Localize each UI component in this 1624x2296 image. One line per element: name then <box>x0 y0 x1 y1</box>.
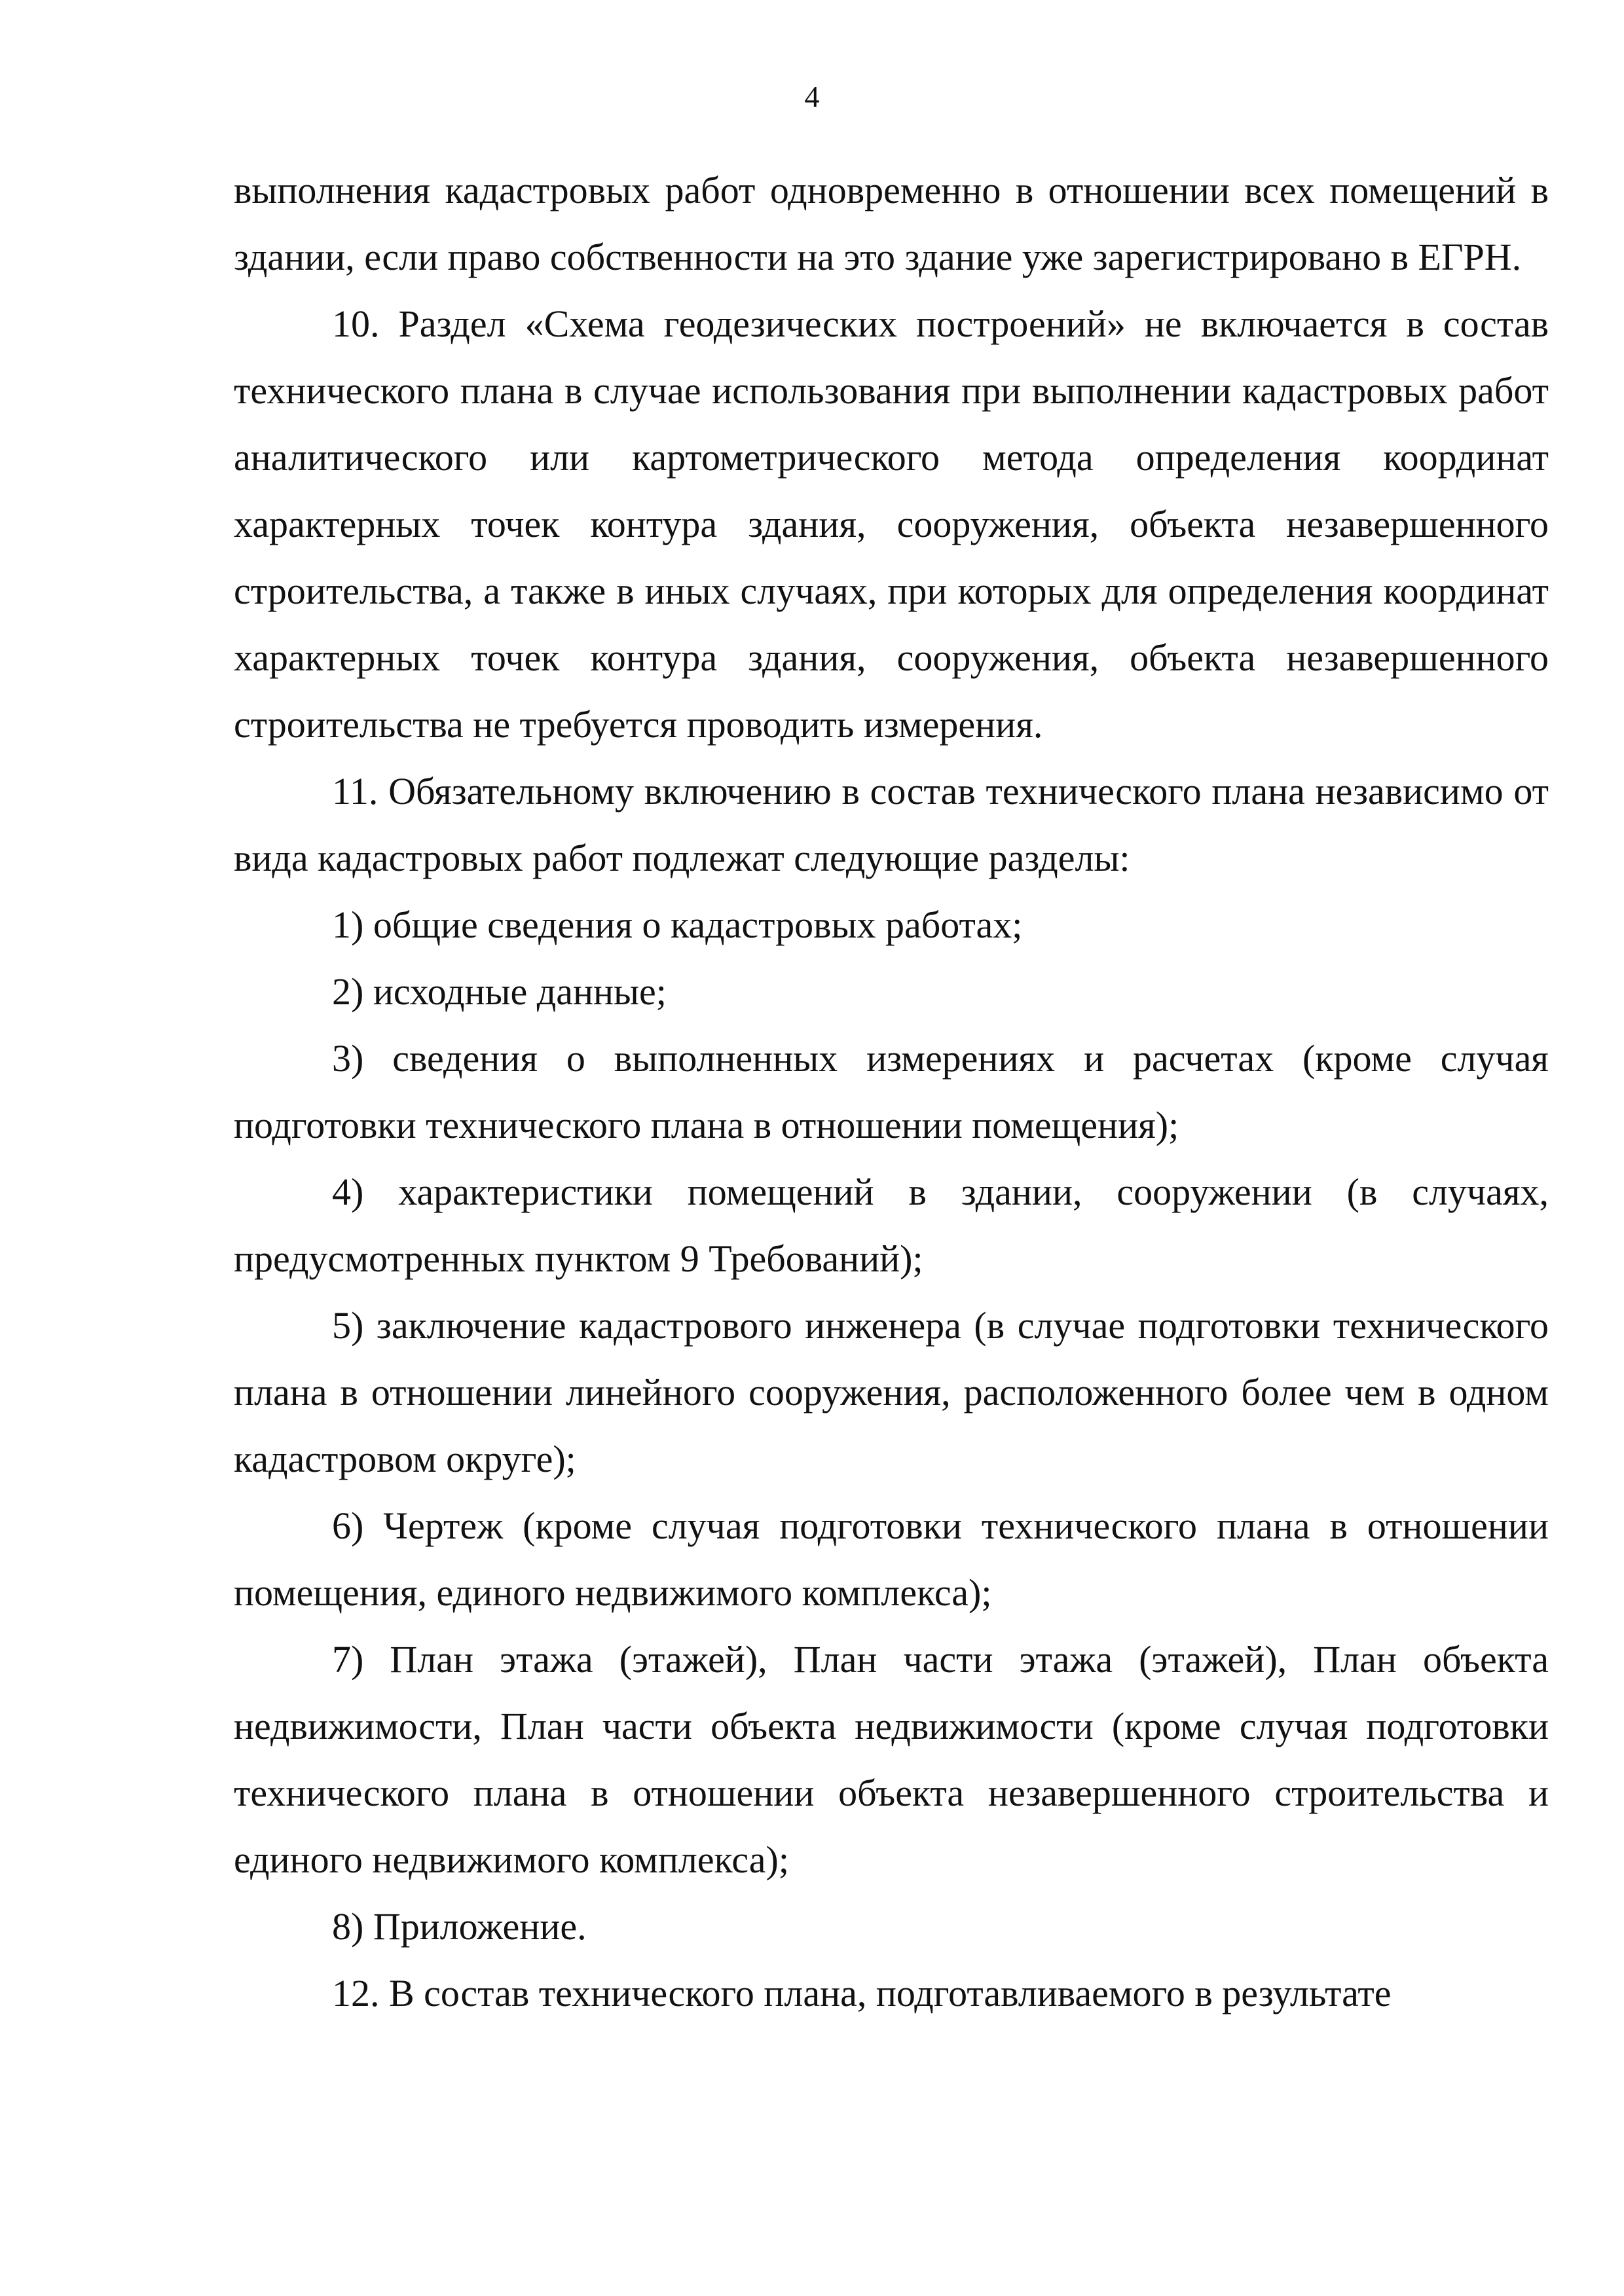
document-body <box>234 157 1549 2027</box>
paragraph-item-11: 11. Обязательному включению в состав технического плана независимо от вида кадастровых работ подлежат следующие разделы: <box>234 770 1549 879</box>
list-item-2: 2) исходные данные; <box>332 970 667 1013</box>
paragraph-item-12: 12. В состав технического плана, подготавливаемого в результате <box>332 1972 1392 2014</box>
list-item-4: 4) характеристики помещений в здании, сооружении (в случаях, предусмотренных пунктом 9 Требований); <box>234 1171 1549 1280</box>
page-number: 4 <box>804 80 820 113</box>
list-item-6: 6) Чертеж (кроме случая подготовки технического плана в отношении помещения, единого недвижимого комплекса); <box>234 1504 1549 1614</box>
list-item-8: 8) Приложение. <box>332 1905 587 1948</box>
list-item-7: 7) План этажа (этажей), План части этажа (этажей), План объекта недвижимости, План части объекта недвижимости (кроме случая подготовки технического плана в отношении объекта незавершенного строительства и единого недвижимого комплекса); <box>234 1638 1549 1881</box>
list-item-3: 3) сведения о выполненных измерениях и расчетах (кроме случая подготовки технического плана в отношении помещения); <box>234 1037 1549 1146</box>
list-item-5: 5) заключение кадастрового инженера (в случае подготовки технического плана в отношении линейного сооружения, расположенного более чем в одном кадастровом округе); <box>234 1304 1549 1480</box>
paragraph-item-10: 10. Раздел «Схема геодезических построений» не включается в состав технического плана в случае использования при выполнении кадастровых работ аналитического или картометрического метода определения координат характерных точек контура здания, сооружения, объекта незавершенного строительства, а также в иных случаях, при которых для определения координат характерных точек контура здания, сооружения, объекта незавершенного строительства не требуется проводить измерения. <box>234 302 1549 746</box>
list-item-1: 1) общие сведения о кадастровых работах; <box>332 903 1023 946</box>
paragraph-continuation: выполнения кадастровых работ одновременно в отношении всех помещений в здании, если право собственности на это здание уже зарегистрировано в ЕГРН. <box>234 169 1549 278</box>
